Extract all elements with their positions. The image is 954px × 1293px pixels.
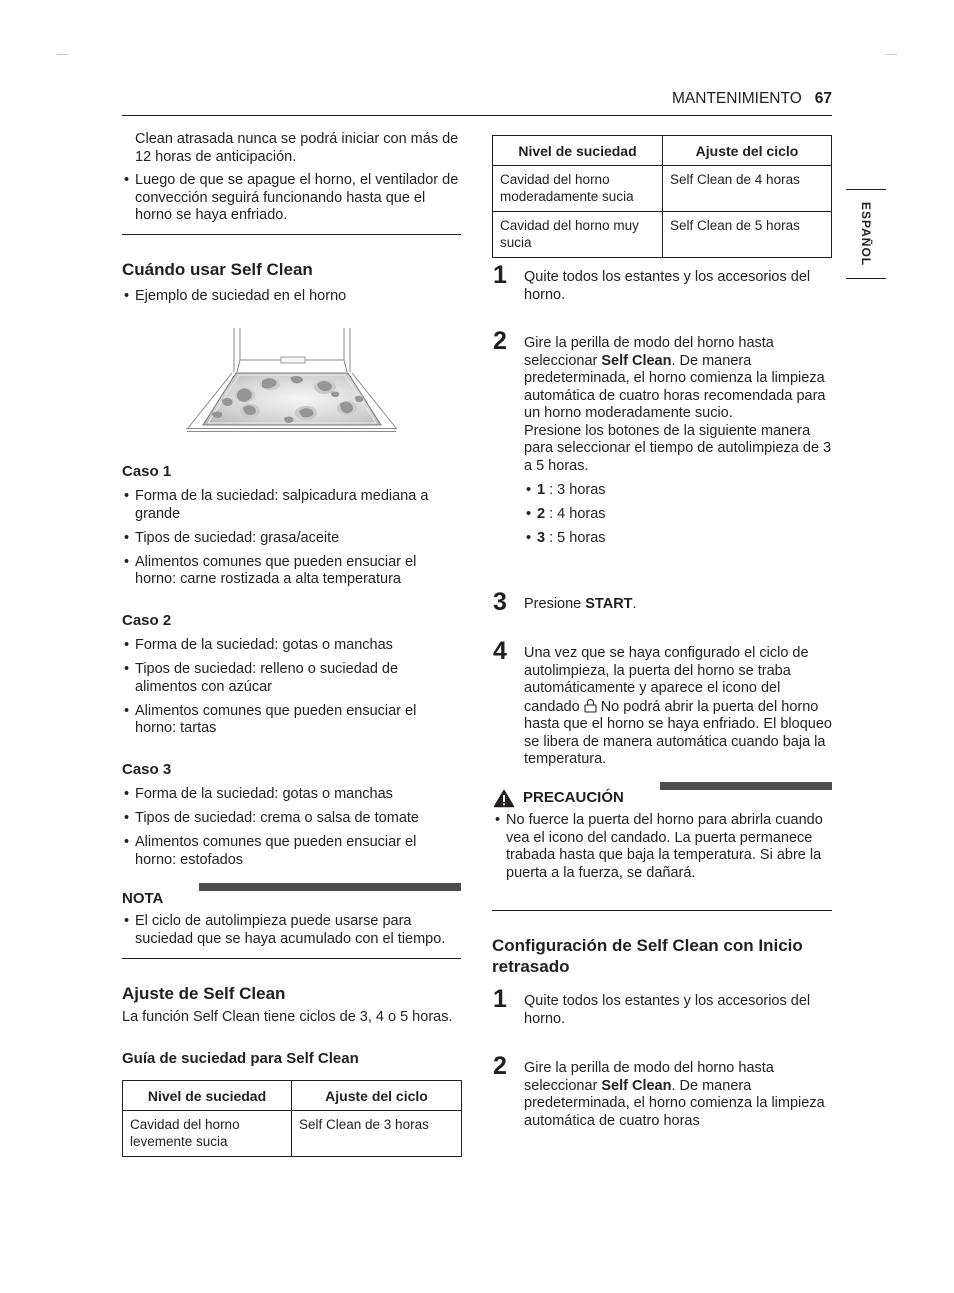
option-item [524, 530, 832, 548]
crop-mark [57, 54, 68, 55]
list-item: • Alimentos comunes que pueden ensuciar el horno: estofados [122, 834, 461, 869]
note-header-bar [199, 883, 461, 891]
table-row [493, 212, 832, 258]
oven-soil-illustration [186, 326, 398, 434]
button-name: START [585, 596, 633, 612]
table-cell: Self Clean de 4 horas [663, 166, 832, 212]
delayed-step-1 [492, 985, 832, 1028]
list-item: • Forma de la suciedad: gotas o manchas [122, 637, 461, 655]
step-text [524, 645, 832, 769]
step-text-segment: Gire la perilla de modo del horno hasta seleccionar [524, 1060, 774, 1094]
delayed-start-heading: Configuración de Self Clean con Inicio retrasado [492, 936, 803, 976]
list-item: • Forma de la suciedad: gotas o manchas [122, 786, 461, 804]
table-header-row [123, 1081, 462, 1111]
option-key: 3 [537, 529, 546, 546]
step-paragraph [524, 335, 832, 423]
list-item: • Tipos de suciedad: grasa/aceite [122, 530, 461, 548]
list-item: • Alimentos comunes que pueden ensuciar el horno: carne rostizada a alta temperatura [122, 554, 461, 589]
table-header-row [493, 136, 832, 166]
case-title: Caso 1 [122, 463, 172, 480]
table-row [123, 1111, 462, 1157]
option-key: 1 [537, 481, 546, 498]
soil-guide-table [122, 1080, 462, 1157]
intro-list [122, 172, 461, 231]
note-title: NOTA [122, 890, 164, 907]
step-text-segment: . [632, 596, 637, 612]
duration-options [524, 482, 832, 548]
table-cell: Cavidad del horno moderadamente sucia [493, 166, 663, 212]
adjust-text: La función Self Clean tiene ciclos de 3, 4 o 5 horas. [122, 1009, 453, 1025]
list-item: • No fuerce la puerta del horno para abrirla cuando vea el icono del candado. La puerta permanece trabada hasta que baja la temperatura. Si abre la puerta a la fuerza, se dañará. [492, 812, 832, 882]
caution-bottom-rule [492, 910, 832, 911]
list-item: • El ciclo de autolimpieza puede usarse para suciedad que se haya acumulado con el tiempo. [122, 913, 461, 948]
step-number: 1 [493, 261, 507, 289]
step-text-segment: . De manera predeterminada, el horno comienza la limpieza automática de cuatro horas [524, 1077, 825, 1129]
section-title: MANTENIMIENTO [672, 90, 802, 107]
column-header: Nivel de suciedad [493, 136, 663, 166]
table-row [493, 166, 832, 212]
step-text [524, 1060, 832, 1130]
page-number: 67 [814, 90, 832, 107]
case-list [122, 637, 461, 744]
header-rule [122, 115, 832, 116]
caution-title: PRECAUCIÓN [523, 789, 624, 806]
step-4 [492, 637, 832, 769]
oven-vent [281, 357, 305, 363]
section-divider [122, 234, 461, 235]
warning-icon [493, 789, 515, 808]
step-number: 1 [493, 985, 507, 1013]
case-list [122, 786, 461, 876]
caution-header-bar [660, 782, 832, 790]
step-number: 2 [493, 327, 507, 355]
intro-continuation: Clean atrasada nunca se podrá iniciar con más de 12 horas de anticipación. [135, 131, 459, 165]
case-list [122, 488, 461, 595]
step-number: 3 [493, 588, 507, 616]
step-1 [492, 261, 832, 304]
page-header [672, 90, 832, 108]
note-bottom-rule [122, 958, 461, 959]
step-text-segment: Presione [524, 596, 586, 612]
column-header: Ajuste del ciclo [663, 136, 832, 166]
step-text: Quite todos los estantes y los accesorios del horno. [524, 993, 811, 1027]
when-to-use-heading: Cuándo usar Self Clean [122, 260, 313, 279]
caution-list [492, 812, 832, 889]
list-item: • Tipos de suciedad: crema o salsa de tomate [122, 810, 461, 828]
option-key: 2 [537, 505, 546, 522]
option-item [524, 482, 832, 500]
step-text [524, 596, 832, 614]
step-number: 4 [493, 637, 507, 665]
list-item: • Tipos de suciedad: relleno o suciedad de alimentos con azúcar [122, 661, 461, 696]
mode-name: Self Clean [601, 352, 672, 369]
delayed-step-2 [492, 1052, 832, 1130]
step-text: Quite todos los estantes y los accesorios del horno. [524, 269, 811, 303]
column-header: Nivel de suciedad [123, 1081, 292, 1111]
lock-icon [584, 698, 597, 713]
table-cell: Cavidad del horno levemente sucia [123, 1111, 292, 1157]
table-cell: Self Clean de 3 horas [292, 1111, 462, 1157]
language-tab [846, 189, 886, 279]
option-label: : 4 horas [545, 505, 606, 522]
step-text-segment: No podrá abrir la puerta del horno hasta que el horno se haya enfriado. El bloqueo se libera de manera automática cuando baja la temperatura. [524, 698, 832, 767]
step-number: 2 [493, 1052, 507, 1080]
step-text-segment: . De manera predeterminada, el horno comienza la limpieza automática de cuatro horas recomendada para un horno moderadamente sucio. [524, 352, 826, 421]
guide-title: Guía de suciedad para Self Clean [122, 1050, 359, 1067]
list-item: • Luego de que se apague el horno, el ventilador de convección seguirá funcionando hasta que el horno se haya enfriado. [122, 172, 461, 225]
list-item: • Alimentos comunes que pueden ensuciar el horno: tartas [122, 703, 461, 738]
crop-mark [886, 54, 897, 55]
note-list [122, 913, 461, 955]
case-title: Caso 2 [122, 612, 172, 629]
option-label: : 3 horas [545, 481, 606, 498]
list-item: • Ejemplo de suciedad en el horno [122, 288, 461, 306]
list-item: • Forma de la suciedad: salpicadura mediana a grande [122, 488, 461, 523]
adjust-heading: Ajuste de Self Clean [122, 984, 286, 1003]
when-to-use-list [122, 288, 461, 312]
step-paragraph: Presione los botones de la siguiente manera para seleccionar el tiempo de autolimpieza de 3 a 5 horas. [524, 422, 832, 474]
step-text-segment: Gire la perilla de modo del horno hasta seleccionar [524, 335, 774, 369]
step-text-segment: Una vez que se haya configurado el ciclo de autolimpieza, la puerta del horno se traba automáticamente y aparece el icono del candado [524, 645, 809, 715]
step-text [524, 335, 832, 547]
soil-guide-table-continued [492, 135, 832, 258]
case-title: Caso 3 [122, 761, 172, 778]
mode-name: Self Clean [601, 1077, 672, 1094]
table-cell: Self Clean de 5 horas [663, 212, 832, 258]
table-cell: Cavidad del horno muy sucia [493, 212, 663, 258]
language-label: ESPAÑOL [859, 201, 873, 267]
step-3 [492, 588, 832, 616]
option-item [524, 506, 832, 524]
oven-walls [234, 328, 350, 372]
column-header: Ajuste del ciclo [292, 1081, 462, 1111]
step-2 [492, 327, 832, 554]
option-label: : 5 horas [545, 529, 606, 546]
